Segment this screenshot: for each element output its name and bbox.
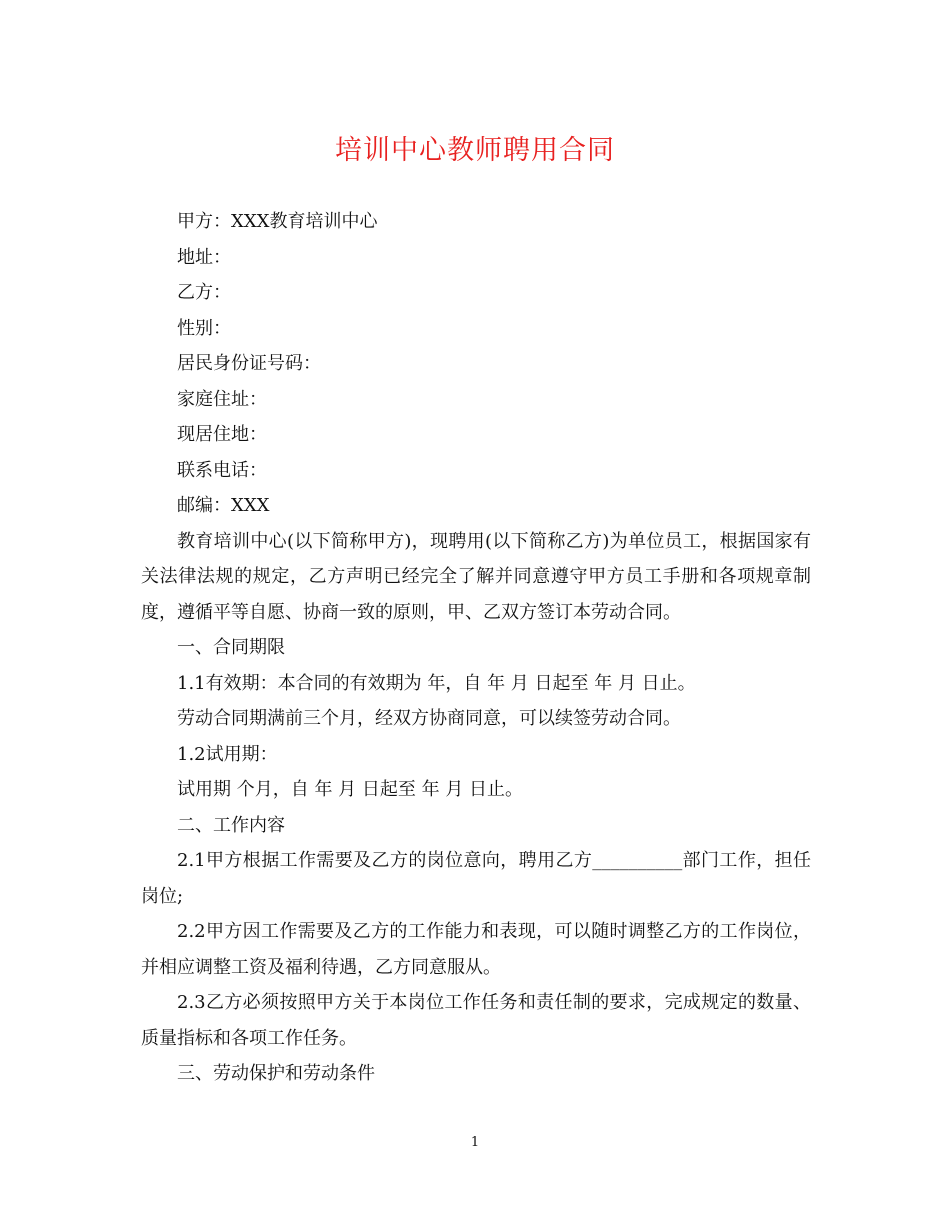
paragraph-home-address: 家庭住址： xyxy=(177,388,267,410)
section-heading-protection: 三、劳动保护和劳动条件 xyxy=(177,1063,375,1084)
paragraph-postcode: 邮编：XXX xyxy=(177,495,270,516)
paragraph-phone: 联系电话： xyxy=(177,459,267,481)
section-heading-work: 二、工作内容 xyxy=(177,814,285,836)
page-number: 1 xyxy=(470,1135,480,1150)
paragraph-current-residence: 现居住地： xyxy=(177,424,267,445)
paragraph-2-3: 2.3乙方必须按照甲方关于本岗位工作任务和责任制的要求，完成规定的数量、质量指标和各项工作任务。 xyxy=(141,992,811,1049)
paragraph-gender: 性别： xyxy=(177,317,231,339)
paragraph-id-number: 居民身份证号码： xyxy=(177,353,321,374)
paragraph-renewal: 劳动合同期满前三个月，经双方协商同意，可以续签劳动合同。 xyxy=(177,708,681,729)
paragraph-party-a: 甲方：XXX教育培训中心 xyxy=(177,211,378,232)
section-heading-term: 一、合同期限 xyxy=(177,637,285,658)
paragraph-2-1: 2.1甲方根据工作需要及乙方的岗位意向，聘用乙方__________部门工作，担任岗位; xyxy=(141,850,811,907)
paragraph-2-2: 2.2甲方因工作需要及乙方的工作能力和表现，可以随时调整乙方的工作岗位，并相应调整工资及福利待遇，乙方同意服从。 xyxy=(141,921,811,978)
paragraph-1-2: 1.2试用期： xyxy=(177,743,278,765)
document-title: 培训中心教师聘用合同 xyxy=(335,135,615,166)
paragraph-party-b: 乙方： xyxy=(177,282,231,303)
paragraph-probation: 试用期 个月，自 年 月 日起至 年 月 日止。 xyxy=(177,779,524,800)
paragraph-preamble: 教育培训中心(以下简称甲方)，现聘用(以下简称乙方)为单位员工，根据国家有关法律法规的规定，乙方声明已经完全了解并同意遵守甲方员工手册和各项规章制度，遵循平等自愿、协商一致的原则，甲、乙双方签订本劳动合同。 xyxy=(141,530,811,623)
paragraph-address: 地址： xyxy=(177,246,231,268)
paragraph-1-1: 1.1有效期：本合同的有效期为 年，自 年 月 日起至 年 月 日止。 xyxy=(177,672,696,694)
document-body xyxy=(141,204,811,1092)
